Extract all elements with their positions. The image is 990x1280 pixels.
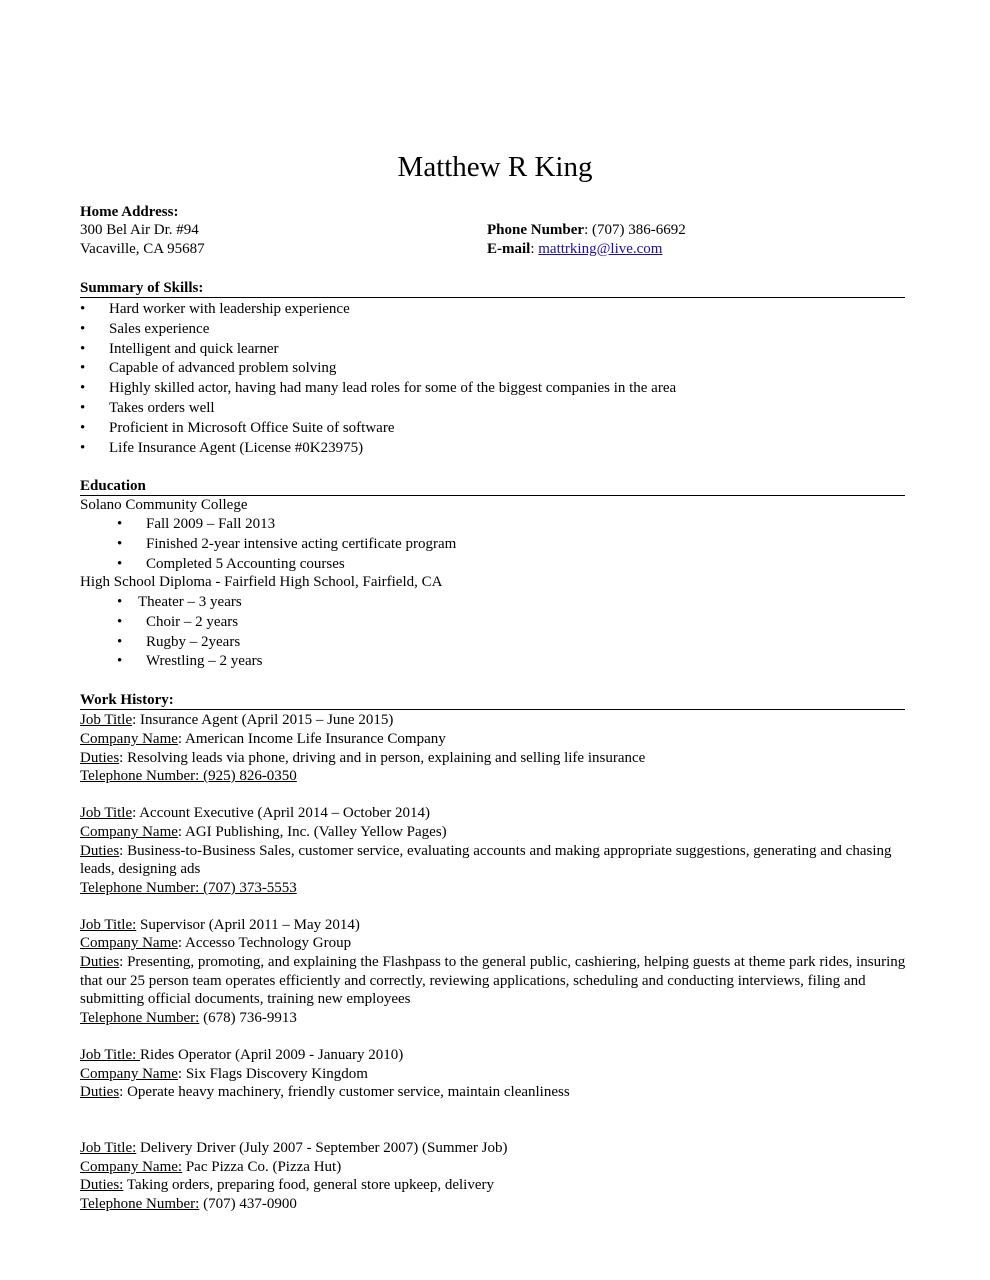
- address-line-2: Vacaville, CA 95687: [80, 241, 205, 257]
- bullet-icon: •: [80, 400, 86, 416]
- company-name: Company Name: Six Flags Discovery Kingdom: [80, 1066, 368, 1082]
- bullet-icon: •: [117, 516, 123, 532]
- company-name: Company Name: American Income Life Insurance Company: [80, 731, 446, 747]
- phone-label: Phone Number: [487, 222, 585, 238]
- bullet-icon: •: [80, 380, 86, 397]
- list-item-text: Choir – 2 years: [146, 613, 239, 630]
- bullet-icon: •: [117, 633, 123, 650]
- list-item-text: Sales experience: [109, 320, 210, 337]
- email: [487, 240, 662, 259]
- telephone-number: Telephone Number: (707) 373-5553: [80, 880, 297, 896]
- job-title: Job Title: Rides Operator (April 2009 - January 2010): [80, 1047, 404, 1063]
- home-address-label: Home Address:: [80, 204, 179, 220]
- list-item-text: Completed 5 Accounting courses: [146, 555, 345, 572]
- bullet-icon: •: [80, 360, 86, 377]
- education-heading: Education: [80, 477, 905, 496]
- bullet-icon: •: [117, 535, 123, 552]
- address-line-1: 300 Bel Air Dr. #94: [80, 222, 199, 238]
- company-name: Company Name: Pac Pizza Co. (Pizza Hut): [80, 1159, 342, 1175]
- work-history-heading: Work History:: [80, 691, 905, 710]
- bullet-icon: •: [80, 439, 86, 456]
- job-title: Job Title: Supervisor (April 2011 – May 2014): [80, 917, 360, 933]
- bullet-icon: •: [80, 320, 86, 337]
- list-item-text: Fall 2009 – Fall 2013: [146, 516, 276, 532]
- list-item-text: Highly skilled actor, having had many lead roles for some of the biggest companies in the area: [109, 380, 677, 397]
- job-title: Job Title: Account Executive (April 2014 – October 2014): [80, 805, 430, 821]
- telephone-number: Telephone Number: (925) 826-0350: [80, 768, 297, 784]
- list-item-text: Wrestling – 2 years: [146, 653, 263, 670]
- duties: Duties: Taking orders, preparing food, general store upkeep, delivery: [80, 1177, 494, 1193]
- list-item-text: Hard worker with leadership experience: [109, 301, 350, 317]
- list-item-text: Rugby – 2years: [146, 633, 241, 650]
- telephone-number: Telephone Number: (707) 437-0900: [80, 1196, 297, 1212]
- duties: Duties: Operate heavy machinery, friendly customer service, maintain cleanliness: [80, 1084, 570, 1100]
- duties: Duties: Business-to-Business Sales, customer service, evaluating accounts and making appropriate suggestions, generating and chasing leads, designing ads: [80, 843, 892, 877]
- bullet-icon: •: [117, 555, 123, 572]
- company-name: Company Name: Accesso Technology Group: [80, 935, 352, 951]
- list-item-text: Takes orders well: [109, 400, 215, 416]
- list-item-text: Theater – 3 years: [138, 594, 242, 610]
- bullet-icon: •: [80, 340, 86, 357]
- college-name: Solano Community College: [80, 497, 248, 513]
- job-title: Job Title: Insurance Agent (April 2015 – June 2015): [80, 712, 394, 728]
- list-item-text: Finished 2-year intensive acting certificate program: [146, 535, 457, 552]
- phone-value: : (707) 386-6692: [584, 222, 686, 238]
- bullet-icon: •: [80, 301, 86, 317]
- email-separator: :: [530, 241, 539, 257]
- bullet-icon: •: [80, 419, 86, 436]
- company-name: Company Name: AGI Publishing, Inc. (Valley Yellow Pages): [80, 824, 447, 840]
- highschool-name: High School Diploma - Fairfield High School, Fairfield, CA: [80, 574, 443, 590]
- bullet-icon: •: [117, 653, 123, 670]
- skills-heading: Summary of Skills:: [80, 279, 905, 298]
- list-item-text: Life Insurance Agent (License #0K23975): [109, 439, 364, 456]
- telephone-number: Telephone Number: (678) 736-9913: [80, 1010, 297, 1026]
- email-link[interactable]: mattrking@live.com: [538, 241, 663, 257]
- resume-name: Matthew R King: [397, 151, 593, 183]
- job-title: Job Title: Delivery Driver (July 2007 - September 2007) (Summer Job): [80, 1140, 508, 1156]
- list-item-text: Capable of advanced problem solving: [109, 360, 337, 377]
- duties: Duties: Resolving leads via phone, driving and in person, explaining and selling life insurance: [80, 750, 646, 766]
- bullet-icon: •: [117, 594, 123, 610]
- duties: Duties: Presenting, promoting, and explaining the Flashpass to the general public, cashiering, helping guests at theme park rides, insuring that our 25 person team operates efficiently and correctly, reviewing applications, scheduling and conducting interviews, filing and submitting official documents, training new employees: [80, 954, 906, 1007]
- email-label: E-mail: [487, 241, 531, 257]
- bullet-icon: •: [117, 613, 123, 630]
- list-item-text: Proficient in Microsoft Office Suite of software: [109, 419, 395, 436]
- list-item-text: Intelligent and quick learner: [109, 340, 279, 357]
- phone-number: [487, 221, 686, 240]
